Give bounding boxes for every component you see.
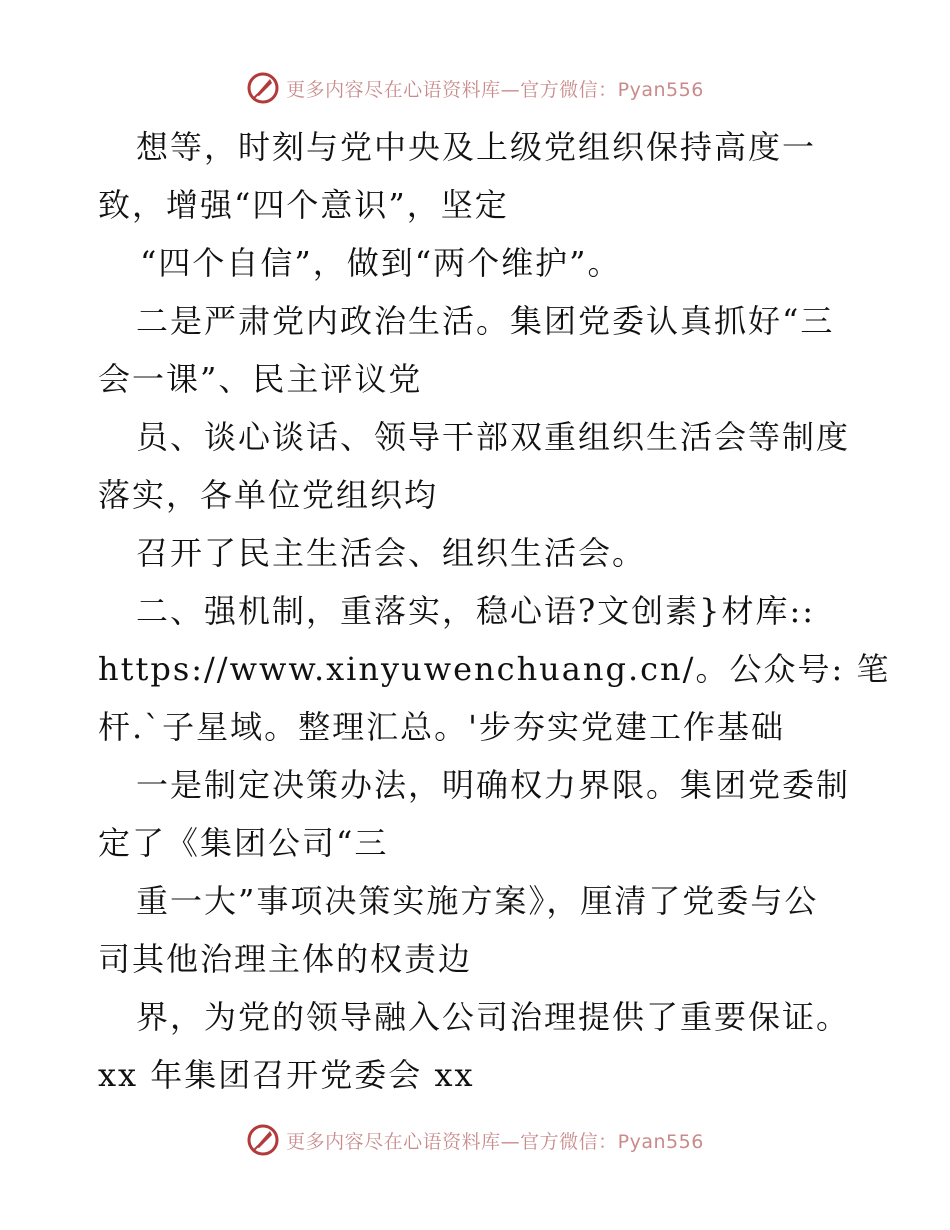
body-line: 召开了民主生活会、组织生活会。 bbox=[136, 534, 647, 572]
quill-logo-icon bbox=[246, 1123, 280, 1157]
body-line: 员、谈心谈话、领导干部双重组织生活会等制度 bbox=[136, 418, 851, 456]
body-line: xx 年集团召开党委会 xx bbox=[98, 1056, 475, 1094]
body-line: 二、强机制，重落实，稳心语?文创素}材库:: bbox=[136, 592, 816, 630]
header-banner bbox=[0, 68, 950, 108]
document-body bbox=[98, 118, 891, 1104]
body-line: “四个自信”，做到“两个维护”。 bbox=[140, 244, 622, 282]
body-line: 界，为党的领导融入公司治理提供了重要保证。 bbox=[136, 998, 851, 1036]
body-line: 会一课”、民主评议党 bbox=[98, 360, 423, 398]
body-line: 二是严肃党内政治生活。集团党委认真抓好“三 bbox=[136, 302, 835, 340]
body-line: 杆.`子星域。整理汇总。'步夯实党建工作基础 bbox=[98, 708, 785, 746]
header-banner-text: 更多内容尽在心语资料库—官方微信：Pyan556 bbox=[286, 78, 704, 101]
body-line: 重一大”事项决策实施方案》，厘清了党委与公 bbox=[136, 882, 819, 920]
body-line: 想等，时刻与党中央及上级党组织保持高度一 bbox=[136, 128, 817, 166]
body-line: 定了《集团公司“三 bbox=[98, 824, 389, 862]
quill-logo-icon bbox=[246, 71, 280, 105]
footer-banner-text: 更多内容尽在心语资料库—官方微信：Pyan556 bbox=[286, 1130, 704, 1153]
footer-banner bbox=[0, 1120, 950, 1160]
body-line: 司其他治理主体的权责边 bbox=[98, 940, 473, 978]
body-line: 致，增强“四个意识”，坚定 bbox=[98, 186, 509, 224]
body-line: https://www.xinyuwenchuang.cn/。公众号: 笔 bbox=[98, 650, 891, 688]
body-line: 落实，各单位党组织均 bbox=[98, 476, 439, 514]
body-line: 一是制定决策办法，明确权力界限。集团党委制 bbox=[136, 766, 851, 804]
